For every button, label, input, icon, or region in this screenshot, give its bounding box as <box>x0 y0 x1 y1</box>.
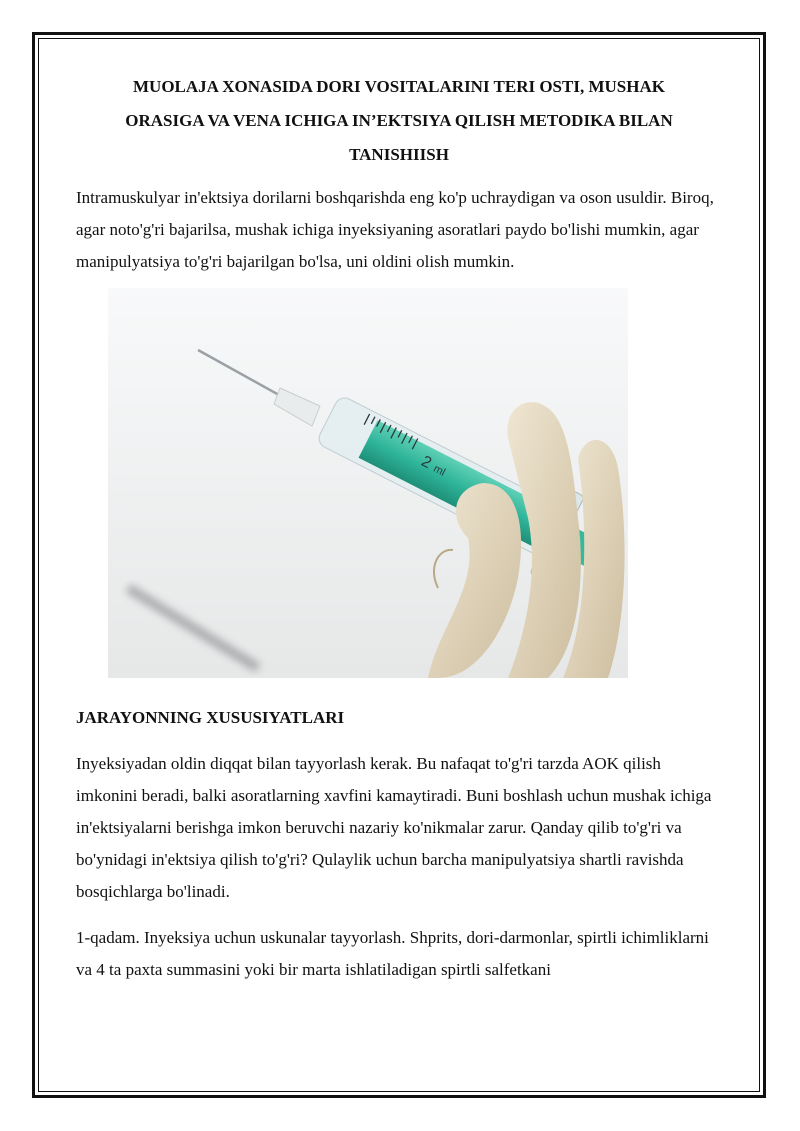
intro-paragraph: Intramuskulyar in'ektsiya dorilarni boshqarishda eng ko'p uchraydigan va oson usuldir. Biroq, agar noto'g'ri bajarilsa, mushak ichiga inyeksiyaning asoratlari paydo bo'lishi mumkin, agar manipulyatsiya to'g'ri bajarilgan bo'lsa, uni oldini olish mumkin. <box>76 188 714 271</box>
document-body <box>76 70 722 986</box>
syringe-marking-ml: ml <box>431 462 448 479</box>
syringe-marking-2: 2 <box>418 452 435 473</box>
paragraph-step-1: 1-qadam. Inyeksiya uchun uskunalar tayyorlash. Shprits, dori-darmonlar, spirtli ichimliklarni va 4 ta paxta summasini yoki bir marta ishlatiladigan spirtli salfetkani <box>76 928 709 979</box>
syringe-photo <box>108 288 628 678</box>
paragraph-preparation: Inyeksiyadan oldin diqqat bilan tayyorlash kerak. Bu nafaqat to'g'ri tarzda AOK qilish imkonini beradi, balki asoratlarning xavfini kamaytiradi. Buni boshlash uchun mushak ichiga in'ektsiyalarni berishga imkon beruvchi nazariy ko'nikmalar zarur. Qanday qilib to'g'ri va bo'ynidagi in'ektsiya qilish to'g'ri? Qulaylik uchun barcha manipulyatsiya shartli ravishda bosqichlarga bo'linadi. <box>76 754 712 901</box>
section-heading: JARAYONNING XUSUSIYATLARI <box>76 708 345 727</box>
document-title: MUOLAJA XONASIDA DORI VOSITALARINI TERI OSTI, MUSHAK ORASIGA VA VENA ICHIGA IN’EKTSIYA QILISH METODIKA BILAN TANISHIISH <box>125 77 673 164</box>
